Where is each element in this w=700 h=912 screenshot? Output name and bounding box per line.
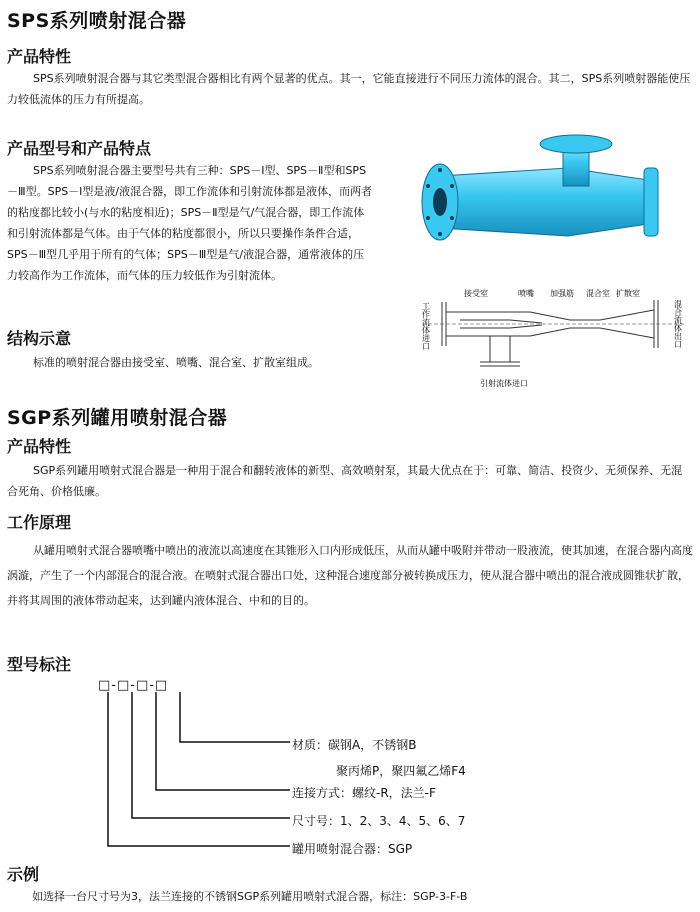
mixer-branch-flange — [540, 135, 612, 153]
label-mixing: 混合室 — [586, 289, 610, 298]
sps-models-heading: 产品型号和产品特点 — [7, 139, 152, 158]
label-receiving: 接受室 — [464, 289, 488, 298]
label-diffuser: 扩散室 — [616, 289, 640, 298]
code-line-type: 罐用喷射混合器：SGP — [292, 842, 413, 856]
sgp-principle-text: 从罐用喷射式混合器喷嘴中喷出的液流以高速度在其锥形入口内形成低压，从而从罐中吸附并带动一股液流，使其加速，在混合器内高度涡漩，产生了一个内部混合的混合液。在喷射式混合器出口处，这种混合速度部分被转换成压力，使从混合器中喷出的混合液成圆锥状扩散，并将其周围的液体带动起来，达到罐内液体混合、中和的目的。 — [7, 544, 693, 607]
mixer-right-flange — [644, 168, 658, 236]
mixer-body — [440, 168, 648, 236]
sgp-principle-heading: 工作原理 — [7, 513, 72, 532]
model-code-lines — [90, 690, 300, 860]
code-line-material: 材质：碳钢A，不锈钢B — [292, 738, 417, 752]
sps-features-text: SPS系列喷射混合器与其它类型混合器相比有两个显著的优点。其一，它能直接进行不同压力流体的混合。其二，SPS系列喷射器能使压力较低流体的压力有所提高。 — [7, 72, 691, 106]
label-bottom: 引射流体进口 — [480, 379, 528, 388]
label-right: 混合流体出口 — [673, 300, 683, 348]
code-line-material-2: 聚丙烯P，聚四氟乙烯F4 — [336, 764, 466, 778]
sgp-model-heading: 型号标注 — [7, 655, 72, 674]
sgp-features-heading: 产品特性 — [7, 437, 72, 456]
label-nozzle: 喷嘴 — [518, 289, 534, 298]
example-text: 如选择一台尺寸号为3，法兰连接的不锈钢SGP系列罐用喷射式混合器，标注：SGP-3-F-B — [32, 890, 468, 903]
code-line-connection: 连接方式：螺纹-R，法兰-F — [292, 786, 436, 800]
code-line-size: 尺寸号：1、2、3、4、5、6、7 — [292, 814, 466, 828]
sps-structure-text: 标准的喷射混合器由接受室、喷嘴、混合室、扩散室组成。 — [33, 356, 319, 369]
mixer-left-bore — [433, 188, 447, 216]
sps-title: SPS系列喷射混合器 — [7, 10, 187, 32]
label-rib: 加强筋 — [550, 289, 574, 298]
label-left: 工作流体进口 — [421, 302, 431, 350]
example-heading: 示例 — [7, 865, 40, 884]
sps-structure-heading: 结构示意 — [7, 329, 72, 348]
mixer-section-diagram — [420, 282, 690, 392]
model-code: □-□-□-□ — [98, 678, 169, 693]
sps-features-heading: 产品特性 — [7, 47, 72, 66]
sgp-title: SGP系列罐用喷射混合器 — [7, 407, 228, 429]
mixer-3d-illustration — [418, 128, 678, 268]
sps-models-text: SPS系列喷射混合器主要型号共有三种：SPS－Ⅰ型、SPS－Ⅱ型和SPS－Ⅲ型。SPS－Ⅰ型是液/液混合器，即工作流体和引射流体都是液体，而两者的粘度都比较小(与水的粘度相近)；SPS－Ⅱ型是气/气混合器，即工作流体和引射流体都是气体。由于气体的粘度都很小，所以只要操作条件合适，SPS－Ⅲ型几乎用于所有的气体；SPS－Ⅲ型是气/液混合器，通常液体的压力较高作为工作流体，而气体的压力较低作为引射流体。 — [7, 164, 373, 282]
sgp-features-text: SGP系列罐用喷射式混合器是一种用于混合和翻转液体的新型、高效喷射泵，其最大优点在于：可靠、简洁、投资少、无须保养、无混合死角、价格低廉。 — [7, 464, 683, 498]
